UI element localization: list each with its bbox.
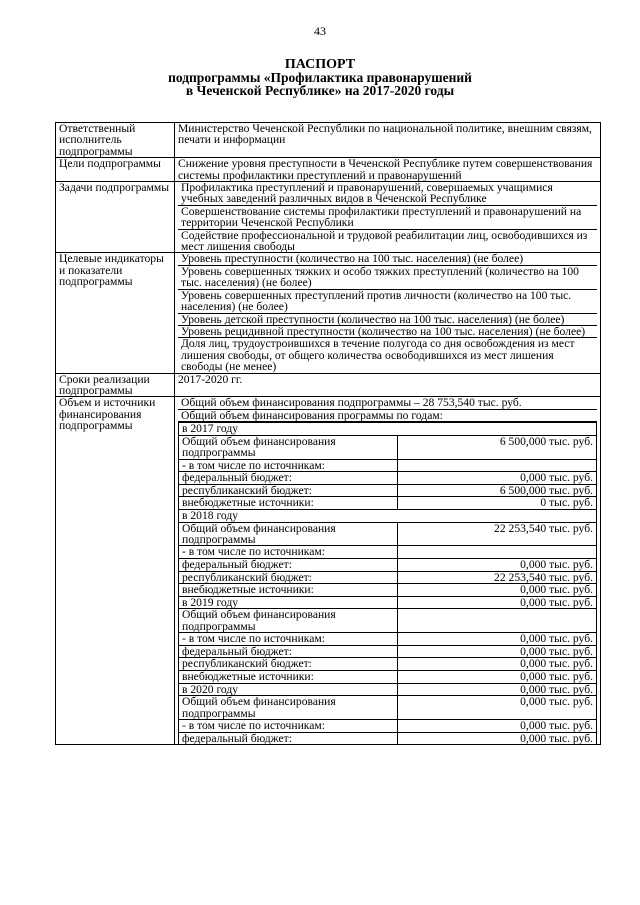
funding-breakdown-table — [178, 422, 597, 744]
label-timing: Сроки реализации подпрограммы — [56, 373, 175, 397]
funding-row — [179, 571, 597, 584]
funding-row-label: в 2018 году — [179, 509, 597, 522]
funding-row-amount — [398, 546, 597, 559]
funding-row — [179, 558, 597, 571]
funding-row — [179, 459, 597, 472]
funding-row — [179, 696, 597, 720]
funding-row-label: - в том числе по источникам: — [179, 719, 398, 732]
funding-row — [179, 719, 597, 732]
funding-row-label: республиканский бюджет: — [179, 484, 398, 497]
row-goals — [56, 158, 601, 182]
funding-row-label: Общий объем финансирования подпрограммы — [179, 435, 398, 459]
funding-row-label: Общий объем финансирования подпрограммы — [179, 609, 398, 633]
row-timing — [56, 373, 601, 397]
funding-row — [179, 472, 597, 485]
funding-row — [179, 423, 597, 436]
title-line-1: ПАСПОРТ — [284, 57, 356, 72]
funding-row-amount: 0,000 тыс. руб. — [398, 633, 597, 646]
funding-by-years: Общий объем финансирования программы по годам: — [178, 410, 597, 422]
funding-row-label: - в том числе по источникам: — [179, 546, 398, 559]
row-funding — [56, 397, 601, 745]
page-number: 43 — [314, 24, 326, 38]
value-timing: 2017-2020 гг. — [175, 373, 601, 397]
funding-row-amount: 0,000 тыс. руб. — [398, 683, 597, 696]
funding-row-amount: 0,000 тыс. руб. — [398, 732, 597, 744]
funding-row — [179, 522, 597, 546]
label-funding: Объем и источники финансирования подпрограммы — [56, 397, 175, 745]
funding-row-amount: 22 253,540 тыс. руб. — [398, 522, 597, 546]
funding-row-amount: 0,000 тыс. руб. — [398, 719, 597, 732]
label-executor: Ответственный исполнитель подпрограммы — [56, 123, 175, 158]
passport-table — [55, 122, 601, 745]
funding-row-amount: 0 тыс. руб. — [398, 497, 597, 510]
funding-row-label: в 2019 году — [179, 596, 398, 609]
funding-row-amount: 22 253,540 тыс. руб. — [398, 571, 597, 584]
funding-row — [179, 435, 597, 459]
funding-row-amount: 6 500,000 тыс. руб. — [398, 435, 597, 459]
label-tasks: Задачи подпрограммы — [56, 182, 175, 253]
indicator-item: Уровень детской преступности (количество на 100 тыс. населения) (не более) — [178, 314, 597, 326]
funding-row — [179, 484, 597, 497]
funding-row-label: федеральный бюджет: — [179, 645, 398, 658]
funding-row — [179, 596, 597, 609]
funding-row-amount: 0,000 тыс. руб. — [398, 696, 597, 720]
funding-row-label: внебюджетные источники: — [179, 497, 398, 510]
funding-row-amount: 0,000 тыс. руб. — [398, 584, 597, 597]
value-funding — [175, 397, 601, 745]
funding-row-amount — [398, 609, 597, 633]
value-tasks — [175, 182, 601, 253]
funding-row-label: федеральный бюджет: — [179, 732, 398, 744]
indicator-item: Уровень совершенных преступлений против личности (количество на 100 тыс. населения) (не более) — [178, 290, 597, 314]
task-item: Содействие профессиональной и трудовой реабилитации лиц, освободившихся из мест лишения свободы — [181, 228, 588, 254]
funding-row-label: федеральный бюджет: — [179, 472, 398, 485]
value-executor: Министерство Чеченской Республики по национальной политике, внешним связям, печати и информации — [175, 123, 601, 158]
indicator-item: Уровень совершенных тяжких и особо тяжких преступлений (количество на 100 тыс. населения) (не более) — [178, 266, 597, 290]
funding-row-amount: 0,000 тыс. руб. — [398, 645, 597, 658]
funding-row — [179, 732, 597, 744]
row-tasks — [56, 182, 601, 253]
title-line-3: в Чеченской Республике» на 2017-2020 годы — [185, 83, 455, 98]
label-indicators: Целевые индикаторы и показатели подпрограммы — [56, 253, 175, 373]
funding-row — [179, 670, 597, 683]
row-indicators — [56, 253, 601, 373]
funding-row-amount: 6 500,000 тыс. руб. — [398, 484, 597, 497]
funding-row-amount — [398, 459, 597, 472]
funding-row-amount: 0,000 тыс. руб. — [398, 658, 597, 671]
value-indicators — [175, 253, 601, 373]
funding-row-label: внебюджетные источники: — [179, 670, 398, 683]
funding-row-label: в 2017 году — [179, 423, 597, 436]
funding-row — [179, 633, 597, 646]
funding-row — [179, 658, 597, 671]
funding-total: Общий объем финансирования подпрограммы – 28 753,540 тыс. руб. — [178, 397, 597, 409]
title-line-2: подпрограммы «Профилактика правонарушений — [168, 70, 472, 85]
funding-row-amount: 0,000 тыс. руб. — [398, 670, 597, 683]
task-item: Совершенствование системы профилактики преступлений и правонарушений на территории Чеченской Республики — [178, 206, 597, 230]
row-executor — [56, 123, 601, 158]
funding-row — [179, 546, 597, 559]
funding-row — [179, 609, 597, 633]
funding-row — [179, 584, 597, 597]
funding-row-label: - в том числе по источникам: — [179, 459, 398, 472]
funding-row-label: федеральный бюджет: — [179, 558, 398, 571]
funding-row-label: республиканский бюджет: — [179, 658, 398, 671]
label-goals: Цели подпрограммы — [56, 158, 175, 182]
task-item: Профилактика преступлений и правонарушений, совершаемых учащимися учебных заведений различных видов в Чеченской Республике — [178, 182, 597, 206]
funding-row-amount: 0,000 тыс. руб. — [398, 472, 597, 485]
value-goals: Снижение уровня преступности в Чеченской Республике путем совершенствования системы профилактики преступлений и правонарушений — [175, 158, 601, 182]
indicator-item: Уровень рецидивной преступности (количество на 100 тыс. населения) (не более) — [178, 326, 597, 338]
funding-row-label: Общий объем финансирования подпрограммы — [179, 522, 398, 546]
funding-row — [179, 645, 597, 658]
funding-row — [179, 683, 597, 696]
funding-row-amount: 0,000 тыс. руб. — [398, 596, 597, 609]
indicator-item: Уровень преступности (количество на 100 тыс. населения) (не более) — [178, 253, 597, 265]
funding-row-label: Общий объем финансирования подпрограммы — [179, 696, 398, 720]
document-title — [100, 58, 540, 97]
funding-row-label: в 2020 году — [179, 683, 398, 696]
funding-row — [179, 509, 597, 522]
indicator-item: Доля лиц, трудоустроившихся в течение полугода со дня освобождения из мест лишения свободы, от общего количества освободившихся из мест лишения свободы (не менее) — [181, 337, 575, 374]
funding-row — [179, 497, 597, 510]
funding-row-label: внебюджетные источники: — [179, 584, 398, 597]
funding-row-label: - в том числе по источникам: — [179, 633, 398, 646]
funding-row-amount: 0,000 тыс. руб. — [398, 558, 597, 571]
funding-row-label: республиканский бюджет: — [179, 571, 398, 584]
